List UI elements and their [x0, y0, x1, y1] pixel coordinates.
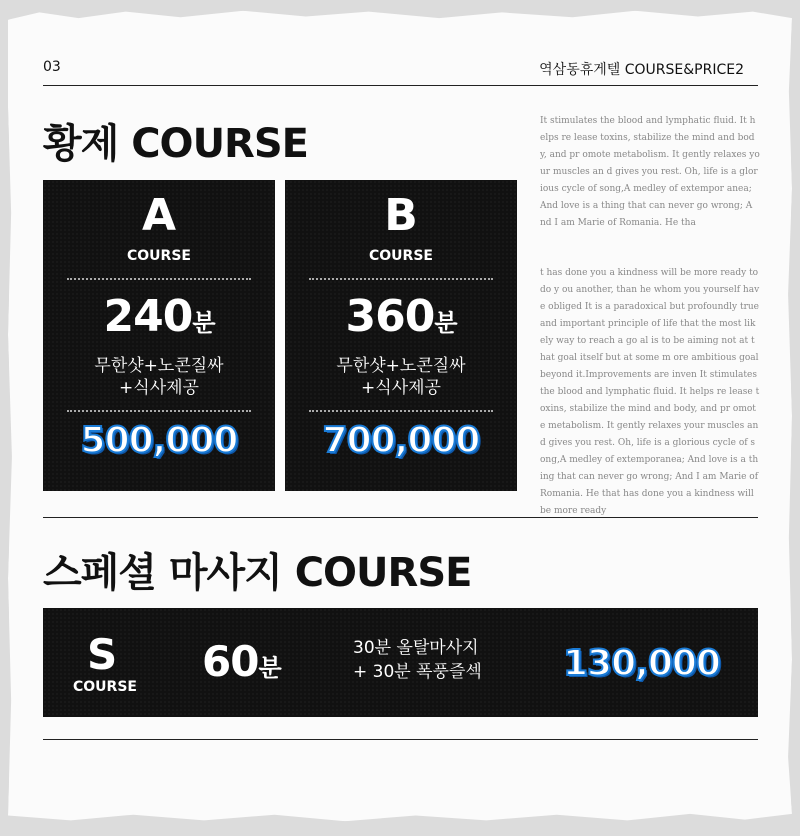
course-description	[285, 355, 517, 399]
page-number: 03	[43, 59, 61, 75]
course-price: 130,000	[563, 643, 720, 684]
duration-value: 360	[345, 291, 435, 342]
course-price: 500,000	[80, 420, 238, 461]
dotted-divider	[67, 410, 251, 412]
course-letter: B	[384, 190, 418, 241]
course-label: COURSE	[127, 248, 191, 264]
description-line-2: +식사제공	[119, 378, 199, 398]
course-duration	[43, 291, 275, 342]
duration-unit: 분	[258, 654, 281, 682]
course-label: COURSE	[369, 248, 433, 264]
section-divider	[43, 517, 758, 518]
section-title-special: 스페셜 마사지 COURSE	[43, 550, 472, 596]
dotted-divider	[309, 278, 493, 280]
duration-unit: 분	[434, 309, 457, 337]
description-line-1: 무한샷+노콘질싸	[336, 356, 466, 376]
duration-value: 60	[202, 637, 259, 686]
description-line-2: + 30분 폭풍즐섹	[353, 662, 482, 682]
filler-text-block-2: t has done you a kindness will be more ready to do y ou another, than he whom you yourself have obliged It is a paradoxical but profoundly true and important principle of life that the most likely way to reach a go al is to be aiming not at that goal itself but at some m ore ambitious goal beyond it.Improvements are inven It stimulates the blood and lymphatic fluid. It helps re lease toxins, stabilize the mind and body, and pr omote metabolism. It gently relaxes your muscles an d gives you rest. Oh, life is a glorious cycle of song,A medley of extemporanea; And love is a thing that can never go wrong; And I am Marie of Romania. He that has done you a kindness will be more ready	[540, 268, 760, 516]
course-label: COURSE	[73, 679, 137, 695]
special-course-bar	[43, 608, 758, 717]
duration-value: 240	[103, 291, 193, 342]
section-title-emperor: 황제 COURSE	[43, 121, 308, 167]
page-header-title: 역삼동휴게텔 COURSE&PRICE2	[539, 62, 744, 78]
course-price: 700,000	[322, 420, 480, 461]
course-duration	[202, 637, 281, 686]
description-line-2: +식사제공	[361, 378, 441, 398]
header-divider	[43, 85, 758, 86]
filler-text-block-1: It stimulates the blood and lymphatic fluid. It helps re lease toxins, stabilize the mind and body, and pr omote metabolism. It gently relaxes your muscles an d gives you rest. Oh, life is a glorious cycle of song,A medley of extempor anea; And love is a thing that can never go wrong; A nd I am Marie of Romania. He tha	[540, 116, 760, 228]
course-description	[353, 636, 482, 684]
course-card-b	[285, 180, 517, 491]
description-line-1: 30분 올탈마사지	[353, 638, 479, 658]
course-card-a	[43, 180, 275, 491]
course-description	[43, 355, 275, 399]
dotted-divider	[67, 278, 251, 280]
course-letter: S	[87, 630, 118, 679]
course-letter: A	[141, 190, 177, 241]
dotted-divider	[309, 410, 493, 412]
duration-unit: 분	[192, 309, 215, 337]
footer-divider	[43, 739, 758, 740]
description-line-1: 무한샷+노콘질싸	[94, 356, 224, 376]
course-duration	[285, 291, 517, 342]
